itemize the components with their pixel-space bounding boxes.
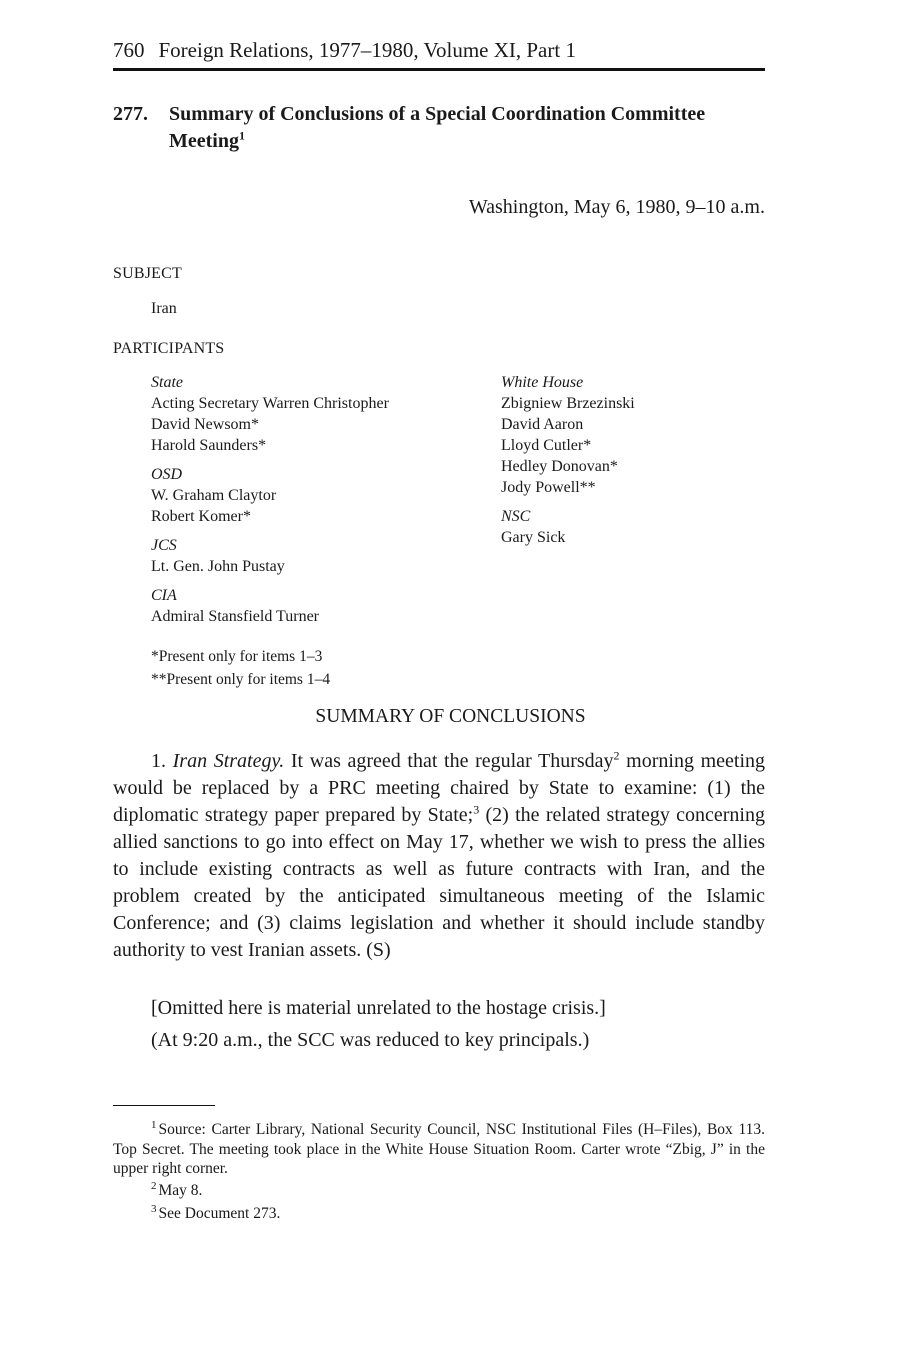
footnote-text: May 8. — [158, 1182, 203, 1199]
paragraph-text: (2) the related strategy concerning allied sanctions to go into effect on May 17, whether we wish to press the allies to include existing contracts as well as future contracts with Iran, and the problem created by the anticipated simultaneous meeting of the Islamic Conference; and (3) claims legislation and whether it should include standby authority to vest Iranian assets. (S) — [113, 804, 765, 961]
running-head — [113, 36, 765, 64]
subject-value: Iran — [151, 300, 177, 317]
running-head-title: Foreign Relations, 1977–1980, Volume XI, Part 1 — [158, 38, 576, 62]
attendance-note: *Present only for items 1–3 — [151, 648, 323, 665]
attendance-note: **Present only for items 1–4 — [151, 671, 331, 688]
dateline: Washington, May 6, 1980, 9–10 a.m. — [468, 196, 765, 218]
item-topic: Iran Strategy. — [172, 750, 285, 772]
group-heading: State — [151, 374, 183, 391]
paragraph-text: It was agreed that the regular Thursday — [284, 750, 614, 772]
participants-right-column — [501, 372, 765, 556]
footnote-2 — [113, 1181, 765, 1201]
paragraph-2: [Omitted here is material unrelated to the hostage crisis.] — [151, 997, 606, 1019]
paragraph-1 — [113, 748, 765, 964]
participant-name: Acting Secretary Warren Christopher — [151, 395, 389, 412]
participant-name: Gary Sick — [501, 529, 566, 546]
paragraph-3: (At 9:20 a.m., the SCC was reduced to key principals.) — [151, 1029, 590, 1051]
participants-left-column — [151, 372, 481, 635]
footnote-text: Source: Carter Library, National Security Council, NSC Institutional Files (H–Files), Box 113. Top Secret. The meeting took place in the White House Situation Room. Carter wrote “Zbig, J” in the upper right corner. — [113, 1121, 765, 1177]
group-heading: JCS — [151, 537, 177, 554]
participant-group — [151, 585, 481, 627]
group-heading: CIA — [151, 587, 177, 604]
footnote-ref-1: 1 — [238, 128, 245, 143]
summary-heading: SUMMARY OF CONCLUSIONS — [315, 706, 586, 727]
footnote-ref-3: 3 — [473, 802, 480, 817]
group-heading: White House — [501, 374, 584, 391]
footnote-mark: 1 — [151, 1118, 157, 1131]
participant-group — [151, 535, 481, 577]
participant-name: W. Graham Claytor — [151, 487, 277, 504]
participant-name: Harold Saunders* — [151, 437, 267, 454]
footnote-3 — [113, 1204, 765, 1224]
participant-group — [501, 372, 765, 498]
participant-name: Admiral Stansfield Turner — [151, 608, 319, 625]
footnote-1 — [113, 1120, 765, 1179]
footnote-mark: 3 — [151, 1202, 157, 1215]
footnote-rule — [113, 1105, 215, 1106]
footnote-ref-2: 2 — [613, 748, 620, 763]
footnote-text: See Document 273. — [158, 1205, 281, 1222]
participant-name: David Aaron — [501, 416, 584, 433]
participant-name: Lloyd Cutler* — [501, 437, 592, 454]
header-rule — [113, 68, 765, 71]
participant-group — [151, 372, 481, 456]
paragraph-text: morning meeting would be replaced by a PRC meeting chaired by State to examine: (1) the diplomatic strategy paper prepared by State; — [113, 750, 766, 826]
page-number: 760 — [113, 38, 145, 62]
participant-group — [151, 464, 481, 527]
footnote-mark: 2 — [151, 1179, 157, 1192]
participant-name: Robert Komer* — [151, 508, 251, 525]
document-title: Summary of Conclusions of a Special Coordination Committee Meeting — [169, 103, 706, 152]
group-heading: OSD — [151, 466, 183, 483]
attendance-notes — [151, 645, 330, 691]
participant-name: David Newsom* — [151, 416, 259, 433]
group-heading: NSC — [501, 508, 531, 525]
document-number: 277. — [113, 103, 148, 125]
participant-name: Lt. Gen. John Pustay — [151, 558, 285, 575]
document-heading — [113, 101, 713, 155]
participants-label: PARTICIPANTS — [113, 340, 225, 357]
participant-name: Jody Powell** — [501, 479, 596, 496]
participant-name: Zbigniew Brzezinski — [501, 395, 635, 412]
subject-label: SUBJECT — [113, 265, 182, 282]
item-number: 1. — [151, 750, 166, 772]
participant-name: Hedley Donovan* — [501, 458, 618, 475]
participant-group — [501, 506, 765, 548]
